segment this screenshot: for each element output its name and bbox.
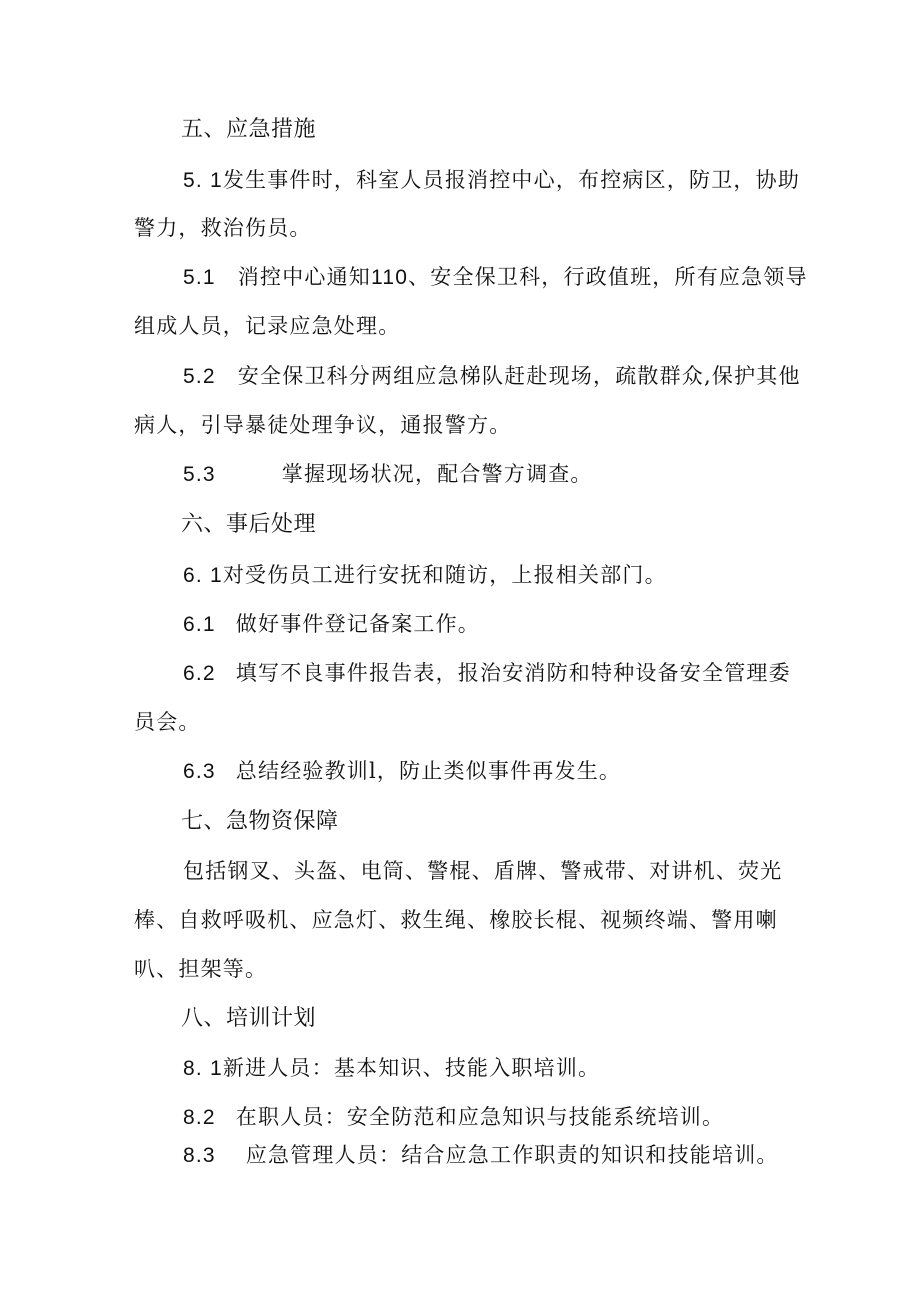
section-5-item-2-number: 5.1 bbox=[183, 266, 216, 289]
section-8-item-1-line-1 bbox=[183, 1054, 600, 1083]
section-7-item-1-line-3: 叭、担架等。 bbox=[134, 957, 268, 981]
section-5-item-4-text: 掌握现场状况，配合警方调查。 bbox=[281, 462, 593, 486]
section-5-heading: 五、应急措施 bbox=[181, 117, 317, 142]
section-8-heading: 八、培训计划 bbox=[181, 1006, 317, 1031]
section-8-item-2-text: 在职人员：安全防范和应急知识与技能系统培训。 bbox=[235, 1105, 725, 1129]
section-6-item-4-line-1 bbox=[183, 757, 621, 786]
section-6-heading: 六、事后处理 bbox=[181, 512, 317, 537]
section-6-item-3-line-2: 员会。 bbox=[134, 710, 201, 734]
section-5-item-1-line-2: 警力，救治伤员。 bbox=[134, 216, 312, 240]
section-8-item-2-line-1 bbox=[183, 1103, 724, 1132]
section-6-item-3-text: 填写不良事件报告表，报治安消防和特种设备安全管理委 bbox=[235, 661, 791, 685]
section-6-item-2-line-1 bbox=[183, 610, 480, 639]
section-5-item-1-line-1 bbox=[183, 166, 800, 195]
section-5-item-1-number: 5. 1 bbox=[183, 169, 223, 192]
section-7-heading: 七、急物资保障 bbox=[181, 809, 339, 834]
section-6-item-2-text: 做好事件登记备案工作。 bbox=[235, 612, 480, 636]
section-5-item-3-text: 安全保卫科分两组应急梯队赶赴现场，疏散群众,保护其他 bbox=[237, 364, 801, 388]
section-6-item-4-text: 总结经验教训l，防止类似事件再发生。 bbox=[235, 759, 622, 783]
section-7-item-1-line-1: 包括钢叉、头盔、电筒、警棍、盾牌、警戒带、对讲机、荧光 bbox=[183, 859, 783, 883]
section-8-item-3-number: 8.3 bbox=[183, 1144, 216, 1167]
section-8-item-3-line-1 bbox=[183, 1141, 779, 1170]
section-6-item-4-number: 6.3 bbox=[183, 760, 216, 783]
section-6-item-2-number: 6.1 bbox=[183, 613, 216, 636]
section-5-item-3-line-2: 病人，引导暴徒处理争议，通报警方。 bbox=[134, 413, 512, 437]
section-6-item-1-number: 6. 1 bbox=[183, 564, 223, 587]
section-5-item-2-text-b: 110 bbox=[371, 266, 409, 289]
section-8-item-2-number: 8.2 bbox=[183, 1106, 216, 1129]
section-5-item-4-number: 5.3 bbox=[183, 463, 216, 486]
section-5-item-2-text-a: 消控中心通知 bbox=[237, 265, 371, 289]
section-5-item-4-line-1 bbox=[183, 460, 593, 489]
section-7-item-1-line-2: 棒、自救呼吸机、应急灯、救生绳、橡胶长棍、视频终端、警用喇 bbox=[134, 908, 778, 932]
section-8-item-3-text: 应急管理人员：结合应急工作职责的知识和技能培训。 bbox=[245, 1143, 779, 1167]
section-5-item-2-text-c: 、安全保卫科，行政值班，所有应急领导 bbox=[408, 265, 808, 289]
section-5-item-2-line-1 bbox=[183, 263, 808, 292]
section-6-item-1-text: 对受伤员工进行安抚和随访，上报相关部门。 bbox=[222, 563, 667, 587]
section-6-item-3-number: 6.2 bbox=[183, 662, 216, 685]
section-5-item-2-line-2: 组成人员，记录应急处理。 bbox=[134, 314, 401, 338]
section-6-item-3-line-1 bbox=[183, 659, 791, 688]
section-5-item-1-text: 发生事件时，科室人员报消控中心，布控病区，防卫，协助 bbox=[222, 168, 801, 192]
section-6-item-1-line-1 bbox=[183, 561, 667, 590]
section-5-item-3-line-1 bbox=[183, 362, 801, 391]
section-8-item-1-number: 8. 1 bbox=[183, 1057, 223, 1080]
section-5-item-3-number: 5.2 bbox=[183, 365, 216, 388]
section-8-item-1-text: 新进人员：基本知识、技能入职培训。 bbox=[222, 1056, 601, 1080]
